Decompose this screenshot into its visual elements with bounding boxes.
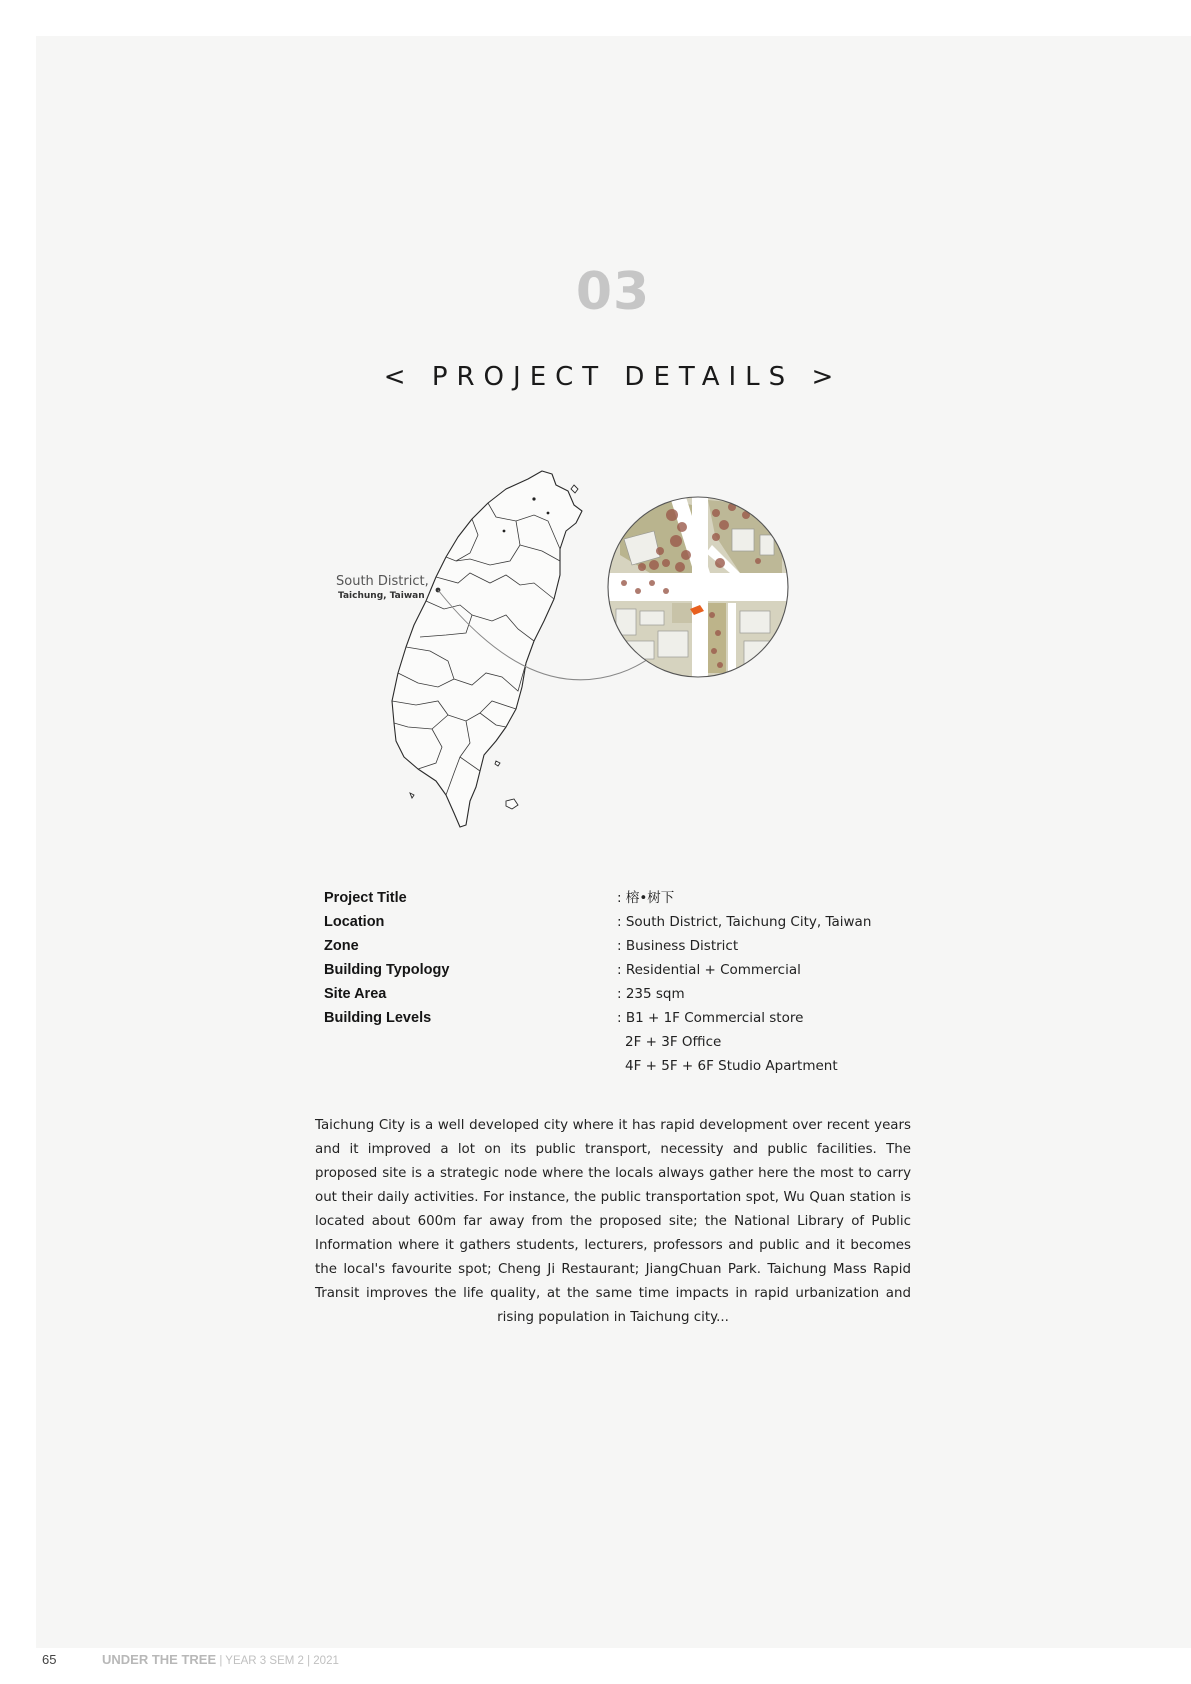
- location-label-city: Taichung, Taiwan: [338, 591, 425, 601]
- section-title: < PROJECT DETAILS >: [383, 362, 843, 392]
- detail-row: [324, 982, 944, 1006]
- detail-value: : Business District: [617, 938, 739, 954]
- detail-value: : B1 + 1F Commercial store: [617, 1010, 804, 1026]
- project-description: Taichung City is a well developed city where it has rapid development over recent years and it improved a lot on its public transport, necessity and public facilities. The proposed site is a strategic node where the locals always gather here the most to carry out their daily activities. For instance, the public transportation spot, Wu Quan station is located about 600m far away from the proposed site; the National Library of Public Information where it gathers students, lecturers, professors and public and it becomes the local's favourite spot; Cheng Ji Restaurant; JiangChuan Park. Taichung Mass Rapid Transit improves the life quality, at the same time impacts in rapid urbanization and rising population in Taichung city...: [315, 1118, 911, 1325]
- detail-label: Site Area: [324, 986, 387, 1002]
- project-details-table: [324, 886, 944, 1078]
- location-label: [336, 574, 429, 602]
- detail-row-continued: [324, 1054, 944, 1078]
- site-location-map: [320, 465, 840, 835]
- page-number: 65: [42, 1652, 57, 1667]
- detail-label: Building Levels: [324, 1010, 432, 1026]
- detail-value: : 235 sqm: [617, 986, 685, 1002]
- detail-value: : Residential + Commercial: [617, 962, 801, 978]
- detail-label: [324, 1030, 617, 1054]
- detail-row: [324, 910, 944, 934]
- detail-label: Project Title: [324, 890, 407, 906]
- detail-value: 4F + 5F + 6F Studio Apartment: [625, 1058, 838, 1074]
- detail-row: [324, 1006, 944, 1030]
- location-label-district: South District,: [336, 574, 429, 589]
- page-footer: [42, 1652, 339, 1667]
- detail-label: Location: [324, 914, 385, 930]
- detail-label: Zone: [324, 938, 359, 954]
- detail-row: [324, 934, 944, 958]
- publication-issue: | YEAR 3 SEM 2 | 2021: [216, 1655, 339, 1667]
- detail-row-continued: [324, 1030, 944, 1054]
- site-plan-circle: [608, 497, 788, 677]
- detail-row: [324, 886, 944, 910]
- detail-value: : 榕•树下: [617, 890, 675, 906]
- publication-title: UNDER THE TREE: [102, 1652, 217, 1667]
- detail-value: 2F + 3F Office: [625, 1034, 722, 1050]
- detail-label: [324, 1054, 617, 1078]
- detail-value: : South District, Taichung City, Taiwan: [617, 914, 872, 930]
- detail-row: [324, 958, 944, 982]
- taiwan-outline: [392, 471, 582, 827]
- section-number: 03: [575, 262, 651, 322]
- detail-label: Building Typology: [324, 962, 450, 978]
